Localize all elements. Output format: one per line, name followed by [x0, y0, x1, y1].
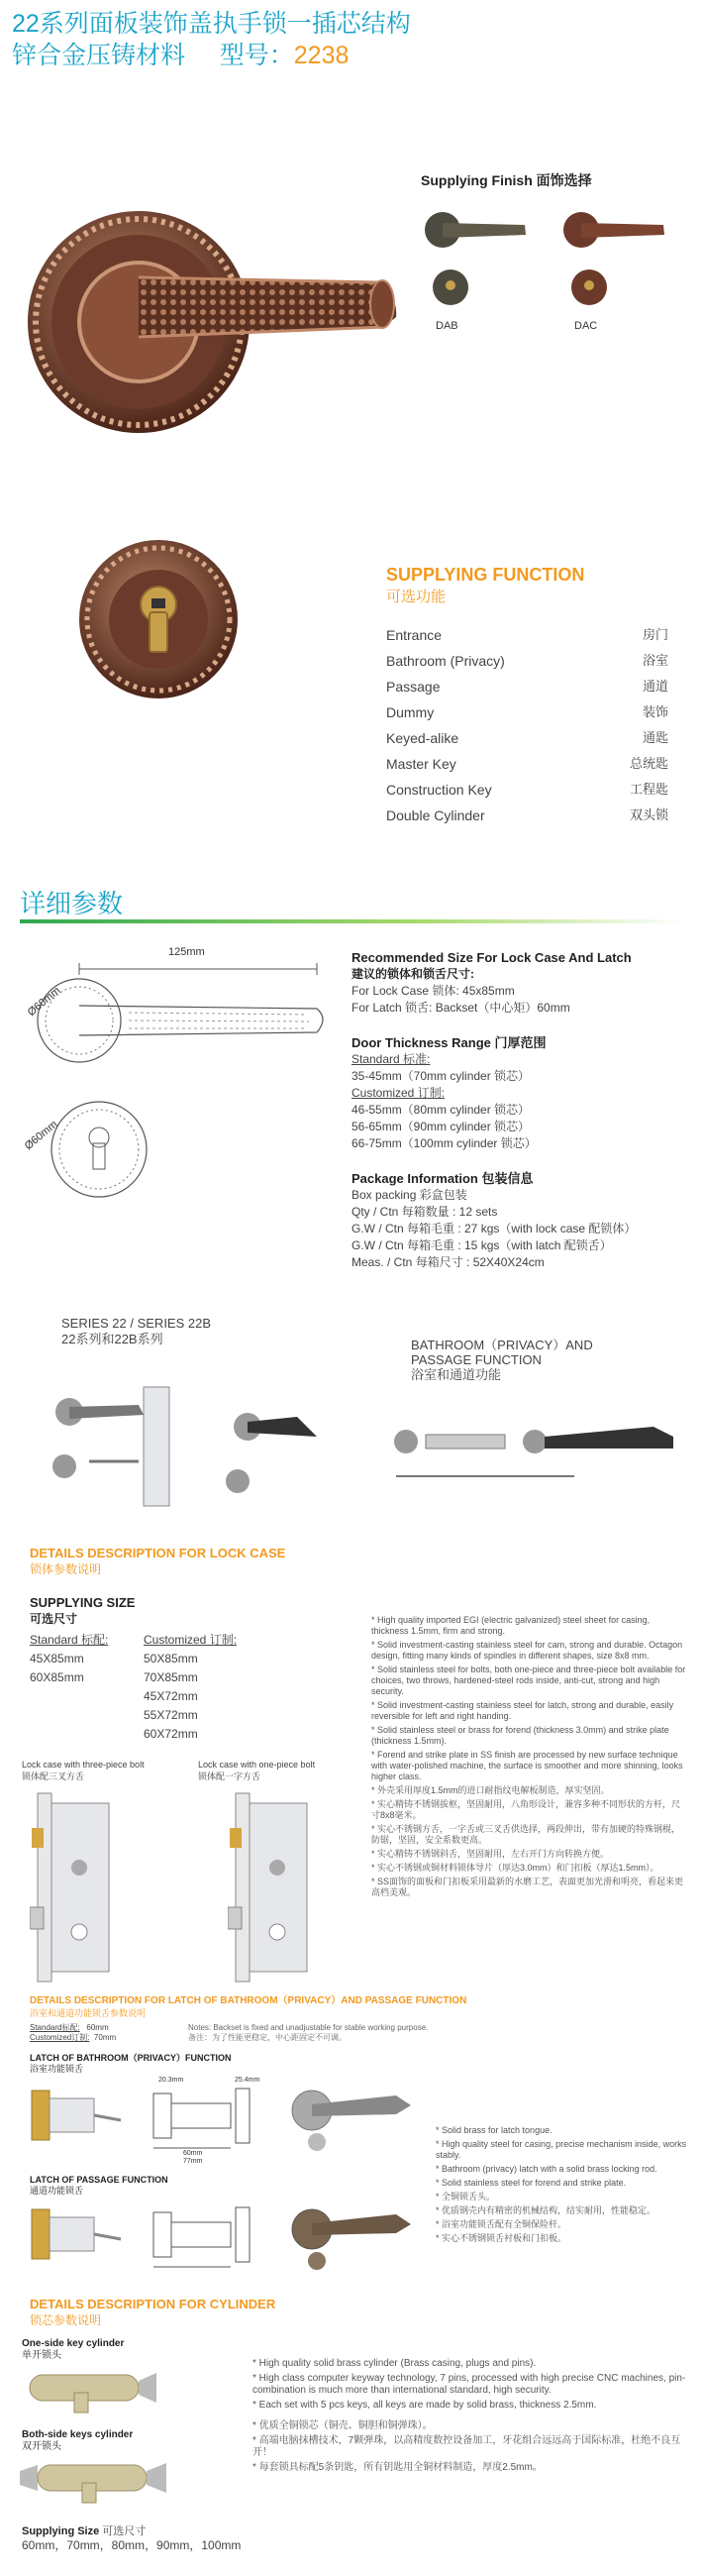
- latch-backset: [30, 2023, 116, 2043]
- model-label: 型号：: [219, 42, 294, 69]
- package-title: [352, 1170, 688, 1187]
- door-title-en: Door Thickness Range: [352, 1035, 491, 1050]
- cylinder-one-side-image: [20, 2363, 158, 2417]
- series-cn: 22系列和22B系列: [61, 1332, 163, 1346]
- cylinder-one-en: One-side key cylinder: [22, 2338, 125, 2349]
- finish-title: [421, 170, 592, 190]
- cylinder-note-cn: * 优质全铜锁芯（铜壳、铜胆和铜弹珠）。: [252, 2420, 688, 2432]
- lockcase-note: * Solid investment-casting stainless steel for latch, strong and durable, easily reversible for left and right handing.: [371, 1700, 688, 1722]
- lockcase-custom-item: 50X85mm: [144, 1652, 198, 1665]
- lockcase-note: * Forend and strike plate in SS finish are processed by new surface technique with water-polished machine, the surface is smoother and more shinning, looks higher class.: [371, 1750, 688, 1782]
- lockcase-note: * Solid stainless steel for bolts, both one-piece and three-piece bolt available for choices, two throws, hardened-steel rods inside, anti-cut, strong and high security.: [371, 1664, 688, 1697]
- lockcase-custom-item: 60X72mm: [144, 1727, 198, 1741]
- latch-dim-b: 25.4mm: [235, 2077, 260, 2084]
- function-title-cn: 可选功能: [386, 589, 447, 605]
- cylinder-note: * High quality solid brass cylinder (Brass casing, plugs and pins).: [252, 2358, 688, 2370]
- lockcase-img1-caption: [22, 1759, 145, 1782]
- latch-note-cn: * 实心不锈钢锁舌衬板和门扣板。: [436, 2233, 688, 2244]
- caption-en: Lock case with three-piece bolt: [22, 1760, 145, 1770]
- package-line: Meas. / Ctn 每箱尺寸 : 52X40X24cm: [352, 1255, 545, 1269]
- drawing-rose-dim: Ø60mm: [25, 984, 63, 1020]
- cylinder-one-cn: 单开锁头: [22, 2350, 61, 2361]
- function-cn: 通道: [642, 679, 668, 694]
- latch-bath-en: LATCH OF BATHROOM（PRIVACY）FUNCTION: [30, 2053, 232, 2063]
- latch-header: [30, 1991, 683, 2019]
- latch-passage-image: [30, 2200, 124, 2269]
- finish-dac-image: [559, 208, 668, 317]
- function-en: Keyed-alike: [386, 730, 459, 746]
- cylinder-one-label: [22, 2338, 124, 2362]
- door-custom-line: 66-75mm（100mm cylinder 锁芯）: [352, 1136, 537, 1150]
- lockcase-title-cn: 锁体参数说明: [30, 1562, 102, 1576]
- function-row: [386, 622, 668, 648]
- package-line: G.W / Ctn 每箱毛重 : 15 kgs（with latch 配锁舌）: [352, 1238, 612, 1252]
- recommended-title-cn: 建议的锁体和锁舌尺寸:: [352, 967, 474, 981]
- header-title-line1: 22系列面板装饰盖执手锁一插芯结构: [12, 10, 411, 38]
- function-row: [386, 648, 668, 674]
- lever-bathroom-image: [287, 2081, 416, 2155]
- escutcheon-image: [74, 535, 243, 703]
- cylinder-title-cn: 锁芯参数说明: [30, 2313, 102, 2327]
- series-en: SERIES 22 / SERIES 22B: [61, 1316, 212, 1331]
- lever-passage-image: [287, 2200, 416, 2274]
- function-cn: 通匙: [642, 730, 668, 745]
- cylinder-both-side-image: [20, 2453, 168, 2508]
- bathroom-passage-en1: BATHROOM（PRIVACY）AND: [411, 1338, 593, 1352]
- recommended-line: For Lock Case 锁体: 45x85mm: [352, 984, 515, 998]
- latch-custom-val: 70mm: [93, 2033, 117, 2042]
- function-cn: 浴室: [642, 653, 668, 668]
- lockcase-note: * Solid investment-casting stainless steel for cam, strong and durable. Octagon design, fitting many kinds of spindles in different shapes, size 8x8 mm.: [371, 1640, 688, 1662]
- lockcase-three-piece-image: [30, 1788, 119, 1986]
- latch-note-en: Notes: Backset is fixed and unadjustable for stable working purpose.: [188, 2023, 429, 2032]
- function-section: [386, 565, 668, 828]
- finish-code-dac: DAC: [574, 320, 598, 332]
- bathroom-passage-en2: PASSAGE FUNCTION: [411, 1352, 542, 1367]
- cylinder-size-values: 60mm，70mm，80mm，90mm，100mm: [22, 2538, 242, 2552]
- lockcase-header: [30, 1546, 285, 1577]
- recommended-line: For Latch 锁舌: Backset（中心矩）60mm: [352, 1001, 570, 1015]
- lockcase-custom-label: Customized 订制:: [144, 1633, 238, 1647]
- cylinder-size-cn: 可选尺寸: [102, 2525, 147, 2537]
- cylinder-title-en: DETAILS DESCRIPTION FOR CYLINDER: [30, 2297, 276, 2311]
- latch-bath-dimension-drawing: [149, 2079, 257, 2158]
- package-title-en: Package Information: [352, 1171, 478, 1186]
- drawing-escutcheon-dim: Ø60mm: [22, 1118, 60, 1153]
- cylinder-note: * Each set with 5 pcs keys, all keys are made by solid brass, thickness 2.5mm.: [252, 2400, 688, 2412]
- cylinder-both-label: [22, 2429, 133, 2453]
- recommended-section: [352, 949, 688, 1271]
- exploded-view-series: [30, 1367, 327, 1526]
- door-standard-label: Standard 标准:: [352, 1052, 431, 1066]
- function-en: Double Cylinder: [386, 807, 485, 823]
- lockcase-note-cn: * 外壳采用厚度1.5mm的进口耐指纹电解板制造，厚实坚固。: [371, 1785, 688, 1796]
- function-title-en: SUPPLYING FUNCTION: [386, 565, 585, 585]
- latch-title-en: DETAILS DESCRIPTION FOR LATCH OF BATHROOM（PRIVACY）AND PASSAGE FUNCTION: [30, 1995, 467, 2006]
- exploded-view-bathroom: [376, 1397, 693, 1516]
- lockcase-note: * High quality imported EGI (electric galvanized) steel sheet for casing, thickness 1.5mm, firm and strong.: [371, 1615, 688, 1637]
- latch-note: [188, 2023, 428, 2043]
- latch-pass-label: [30, 2175, 168, 2197]
- lockcase-size-cn: 可选尺寸: [30, 1612, 78, 1626]
- lockcase-size-block: [30, 1595, 366, 1744]
- latch-bath-label: [30, 2053, 232, 2075]
- finish-code-dab: DAB: [436, 320, 458, 332]
- latch-standard-val: 60mm: [86, 2023, 109, 2032]
- cylinder-size: [22, 2524, 241, 2552]
- latch-bath-cn: 浴室功能锁舌: [30, 2064, 84, 2074]
- function-en: Bathroom (Privacy): [386, 653, 505, 669]
- lockcase-note: * Solid stainless steel or brass for forend (thickness 3.0mm) and strike plate (thickness 1.5mm).: [371, 1725, 688, 1747]
- material-text: 锌合金压铸材料: [12, 42, 186, 69]
- cylinder-notes: [252, 2358, 688, 2477]
- latch-note: * Solid brass for latch tongue.: [436, 2125, 688, 2136]
- cylinder-note: * High class computer keyway technology, 7 pins, processed with high precise CNC machines, pin-combination is much more than international standard, high security.: [252, 2373, 688, 2397]
- lockcase-size-en: SUPPLYING SIZE: [30, 1595, 136, 1610]
- function-row: [386, 699, 668, 725]
- header-title-line2: [12, 40, 685, 71]
- latch-dim-c: 60mm: [183, 2150, 203, 2157]
- latch-custom-label: Customized订制:: [30, 2033, 90, 2042]
- lockcase-note-cn: * SS面饰的面板和门扣板采用最新的水磨工艺，表面更加光滑和明亮，看起来更高档美观。: [371, 1877, 688, 1898]
- latch-pass-cn: 通道功能锁舌: [30, 2186, 84, 2196]
- lockcase-note-cn: * 实心不锈钢或铜材料锁体导片（厚达3.0mm）和门扣板（厚达1.5mm）。: [371, 1863, 688, 1874]
- lockcase-custom-item: 70X85mm: [144, 1670, 198, 1684]
- cylinder-size-en: Supplying Size: [22, 2525, 100, 2537]
- latch-pass-dimension-drawing: [149, 2198, 257, 2277]
- package-line: Qty / Ctn 每箱数量 : 12 sets: [352, 1205, 498, 1219]
- latch-note-cn: * 浴室功能锁舌配有全铜保险杆。: [436, 2219, 688, 2230]
- door-title-cn: 门厚范围: [494, 1035, 547, 1050]
- latch-note: * High quality steel for casing, precise mechanism inside, works stably.: [436, 2139, 688, 2161]
- technical-drawing: [20, 951, 347, 1229]
- series-label: [61, 1316, 211, 1347]
- latch-bathroom-image: [30, 2081, 124, 2150]
- function-row: [386, 751, 668, 777]
- recommended-title-en: Recommended Size For Lock Case And Latch: [352, 950, 632, 965]
- lockcase-standard-item: 45X85mm: [30, 1652, 84, 1665]
- door-custom-line: 46-55mm（80mm cylinder 锁芯）: [352, 1103, 531, 1117]
- function-cn: 房门: [642, 627, 668, 642]
- latch-note-cn: * 优质钢壳内有精密的机械结构，结实耐用，性能稳定。: [436, 2205, 688, 2216]
- lockcase-title-en: DETAILS DESCRIPTION FOR LOCK CASE: [30, 1546, 286, 1560]
- lockcase-standard-label: Standard 标配:: [30, 1633, 109, 1647]
- finish-dab-image: [421, 208, 530, 317]
- lockcase-img2-caption: [198, 1759, 315, 1782]
- function-en: Construction Key: [386, 782, 492, 798]
- lockcase-notes: [371, 1615, 688, 1901]
- lockcase-standard-item: 60X85mm: [30, 1670, 84, 1684]
- caption-cn: 锁体配一字方舌: [198, 1771, 261, 1781]
- finish-title-en: Supplying Finish: [421, 172, 533, 188]
- latch-dim-d: 77mm: [183, 2158, 203, 2165]
- lockcase-note-cn: * 实心精铸不锈钢拔枢，坚固耐用，八角形设计，兼容多种不同形状的方杆，尺寸8x8毫米。: [371, 1799, 688, 1821]
- bathroom-passage-cn: 浴室和通道功能: [411, 1367, 502, 1382]
- latch-pass-en: LATCH OF PASSAGE FUNCTION: [30, 2175, 168, 2185]
- function-row: [386, 725, 668, 751]
- latch-notes: [436, 2125, 688, 2247]
- door-custom-label: Customized 订制:: [352, 1086, 446, 1100]
- model-number: 2238: [293, 42, 350, 69]
- cylinder-both-cn: 双开锁头: [22, 2441, 61, 2452]
- function-cn: 工程匙: [629, 782, 668, 797]
- lever-handle-image: [20, 188, 406, 446]
- lockcase-custom-item: 45X72mm: [144, 1689, 198, 1703]
- latch-note: * Solid stainless steel for forend and strike plate.: [436, 2178, 688, 2189]
- function-row: [386, 674, 668, 699]
- package-line: G.W / Ctn 每箱毛重 : 27 kgs（with lock case 配锁体）: [352, 1222, 637, 1235]
- lockcase-note-cn: * 实心不锈钢方舌，一字舌或三叉舌供选择，两段伸出，带有加硬的特殊钢棍，防锯，坚固，安全系数更高。: [371, 1824, 688, 1846]
- package-title-cn: 包装信息: [481, 1171, 534, 1186]
- function-en: Passage: [386, 679, 441, 695]
- function-cn: 总统匙: [629, 756, 668, 771]
- door-title: [352, 1034, 688, 1051]
- door-custom-line: 56-65mm（90mm cylinder 锁芯）: [352, 1120, 531, 1133]
- latch-note-cn: 备注：为了性能更稳定，中心距固定不可调。: [188, 2033, 347, 2042]
- header: [12, 8, 685, 71]
- latch-dim-a: 20.3mm: [158, 2077, 184, 2084]
- lockcase-one-piece-image: [228, 1788, 317, 1986]
- caption-en: Lock case with one-piece bolt: [198, 1760, 316, 1770]
- lockcase-custom-item: 55X72mm: [144, 1708, 198, 1722]
- cylinder-note-cn: * 高端电脑抹槽技术，7颗弹珠，以高精度数控设备加工，牙花组合远远高于国际标准，杜绝不良互开！: [252, 2435, 688, 2459]
- cylinder-both-en: Both-side keys cylinder: [22, 2429, 134, 2440]
- function-en: Dummy: [386, 704, 435, 720]
- finish-title-cn: 面饰选择: [536, 172, 592, 188]
- drawing-width-dim: 125mm: [168, 946, 205, 958]
- cylinder-header: [30, 2297, 275, 2328]
- function-en: Master Key: [386, 756, 456, 772]
- caption-cn: 锁体配三叉方舌: [22, 1771, 85, 1781]
- detail-title: 详细参数: [20, 889, 124, 918]
- function-cn: 双头锁: [629, 807, 668, 822]
- latch-note: * Bathroom (privacy) latch with a solid brass locking rod.: [436, 2164, 688, 2175]
- latch-note-cn: * 全铜锁舌头。: [436, 2192, 688, 2202]
- function-row: [386, 777, 668, 803]
- function-en: Entrance: [386, 627, 443, 643]
- latch-title-cn: 浴室和通道功能锁舌参数说明: [30, 2008, 147, 2018]
- detail-title-rule: [20, 919, 683, 923]
- package-line: Box packing 彩盒包装: [352, 1188, 467, 1202]
- cylinder-note-cn: * 每套锁具标配5条钥匙，所有钥匙用全铜材料制造，厚度2.5mm。: [252, 2462, 688, 2474]
- latch-standard-label: Standard标配:: [30, 2023, 80, 2032]
- bathroom-passage-label: [411, 1338, 593, 1382]
- function-row: [386, 803, 668, 828]
- door-standard-line: 35-45mm（70mm cylinder 锁芯）: [352, 1069, 531, 1083]
- function-cn: 装饰: [642, 704, 668, 719]
- lockcase-note-cn: * 实心精铸不锈钢斜舌，坚固耐用，左右开门方向转换方便。: [371, 1849, 688, 1860]
